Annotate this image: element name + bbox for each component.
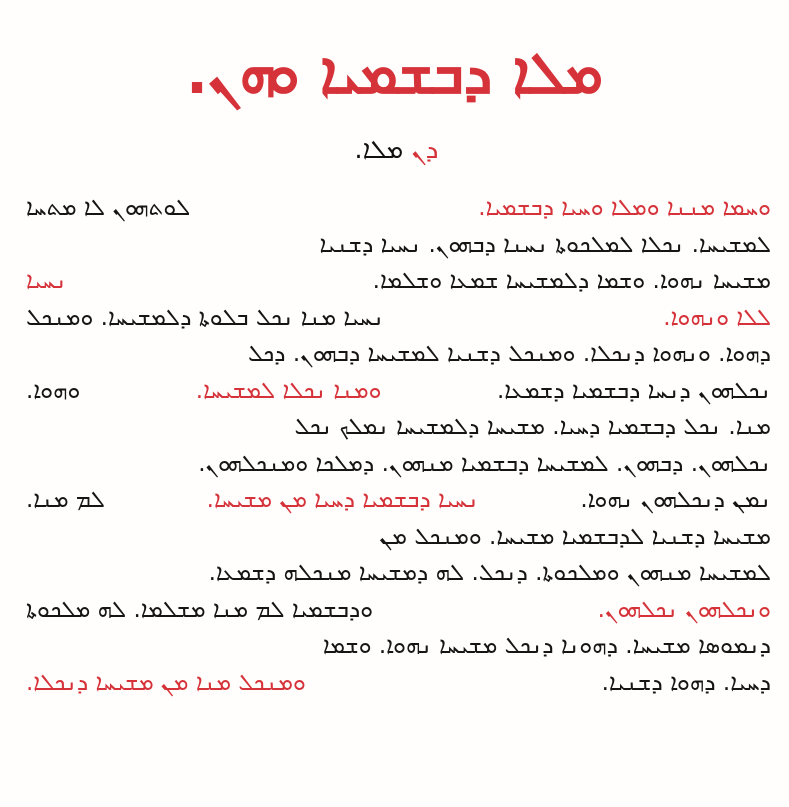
text-line (26, 592, 771, 629)
text-segment: ܕܚܝܐ. ܕܗܘܐ ܕܫܢܝܐ. (601, 669, 771, 696)
subtitle-rubric: ܕܢ (411, 135, 435, 165)
text-segment: ܢܚܝܐ ܡܢܐ ܢܟܠ ܒܠܘܬܐ ܕܠܡܫܝܚܐ. ܘܡܢܟܠ (26, 304, 384, 331)
text-line (26, 555, 771, 592)
text-line (26, 227, 771, 264)
subtitle-text: ܡܠܐ. (354, 135, 404, 165)
text-segment: ܕܢܡܘܣܐ ܡܫܝܚܐ. ܕܗܘܢܐ ܕܢܟܠ ܡܫܝܚܐ ܢܗܘܐ. ܘܫܡܐ (322, 633, 771, 659)
text-segment: ܡܫܝܚܐ ܕܫܢܝܐ ܠܕܒܫܡܝܐ ܡܫܝܚܐ. ܘܡܢܟܠ ܡܢ (379, 523, 771, 550)
rubric-segment: ܠܠܐ ܘܢܗܘܐ. (663, 304, 771, 331)
rubric-segment: ܘܡܢܐ ܢܟܠܐ ܠܡܫܝܚܐ. (195, 377, 382, 404)
text-segment: ܠܘܬܗܘܢ ܠܐ ܡܬܚܐ (26, 195, 191, 221)
text-line (26, 190, 771, 227)
text-segment: ܕܗܘܐ. ܘܢܗܘܐ ܕܢܟܠܐ. ܘܡܢܟܠ ܕܫܢܝܐ ܠܡܫܝܚܐ ܕܒܗܘܢ. ܕܟܠ (248, 341, 771, 367)
text-line (26, 300, 771, 337)
page-subtitle (0, 130, 789, 170)
text-line (26, 263, 771, 300)
page-title: ܡܠܐ ܕܒܫܡܝܐ ܘܗܢ. (186, 39, 603, 107)
text-segment: ܠܡܫܝܚܐ ܡܢܗܘܢ ܘܡܠܟܘܬܐ. ܕܢܟܠ. ܠܗ ܕܡܫܝܚܐ ܡܢܟܠܗ ܕܫܡܥܐ. (208, 560, 771, 586)
text-segment: ܠܡܫܝܚܐ. ܢܟܠܐ ܠܡܠܟܘܬܐ ܢܚܢܐ ܕܒܗܘܢ. ܢܚܝܐ ܕܫܢܝܐ (319, 231, 771, 258)
text-segment: ܠܡ ܡܢܐ. (26, 487, 105, 513)
rubric-segment: ܢܚܝܐ (26, 268, 67, 294)
text-segment: ܘܗܘܐ. (26, 377, 81, 404)
text-line (26, 482, 771, 519)
text-line (26, 519, 771, 556)
text-segment: ܘܕܒܫܡܝܐ ܠܡ ܡܢܐ ܡܫܠܡܐ. ܠܗ ܡܠܟܘܬܐ (26, 596, 374, 623)
text-line (26, 446, 771, 483)
rubric-segment: ܘܢܟܠܗܘܢ ܢܟܠܗܘܢ. (597, 596, 771, 623)
body-text (26, 190, 771, 701)
rubric-segment: ܘܡܢܟܠ ܡܢܐ ܡܢ ܡܫܝܚܐ ܕܢܟܠܐ. (26, 669, 306, 696)
rubric-segment: ܘܚܡܐ ܡܢܢܐ ܘܡܠܐ ܘܚܝܐ ܕܒܫܡܝܐ. (478, 195, 771, 221)
text-line (26, 373, 771, 410)
text-line (26, 665, 771, 702)
text-segment: ܢܡܢ ܕܢܟܠܗܘܢ ܢܗܘܐ. (580, 487, 771, 513)
text-segment: ܡܢܐ. ܢܟܠ ܕܒܫܡܝܐ ܕܚܝܐ. ܡܫܝܚܐ ܕܠܡܫܝܚܐ ܢܡܠܟ ܢܟܠ (294, 414, 771, 440)
text-segment: ܢܟܠܗܘܢ. ܕܒܗܘܢ. ܠܡܫܝܚܐ ܕܒܫܡܝܐ ܡܢܗܘܢ. ܕܡܠܟܐ ܘܡܢܟܠܗܘܢ. (198, 450, 771, 477)
text-segment: ܢܟܠܗܘܢ ܕܢܚܐ ܕܒܫܡܝܐ ܕܫܡܥܐ. (496, 377, 771, 404)
text-line (26, 336, 771, 373)
rubric-segment: ܢܚܝܐ ܕܒܫܡܝܐ ܕܚܝܐ ܡܢ ܡܫܝܚܐ. (206, 487, 479, 513)
text-segment: ܡܫܝܚܐ ܢܗܘܐ. ܘܫܡܐ ܕܠܡܫܝܚܐ ܫܡܥܐ ܘܫܠܡܐ. (372, 268, 771, 294)
text-line (26, 628, 771, 665)
text-line (26, 409, 771, 446)
